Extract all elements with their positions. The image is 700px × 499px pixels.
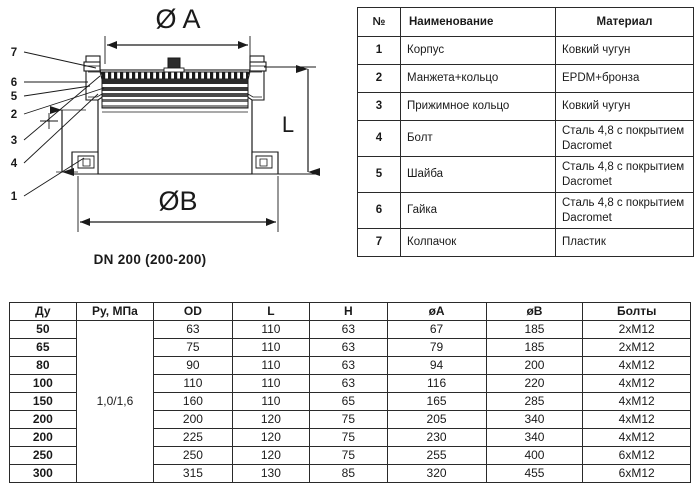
part-name: Манжета+кольцо — [401, 65, 556, 93]
dim-cell-da: 79 — [387, 339, 486, 357]
dim-cell-h: 75 — [310, 411, 387, 429]
part-name: Прижимное кольцо — [401, 93, 556, 121]
dim-cell-od: 160 — [154, 393, 233, 411]
dim-cell-dy: 80 — [10, 357, 77, 375]
callout-6: 6 — [10, 77, 18, 89]
dim-cell-l: 120 — [232, 447, 309, 465]
dim-cell-h: 75 — [310, 429, 387, 447]
part-name: Колпачок — [401, 229, 556, 257]
dim-cell-bolts: 4хМ12 — [583, 393, 691, 411]
dim-cell-od: 90 — [154, 357, 233, 375]
dim-cell-l: 110 — [232, 321, 309, 339]
dim-cell-dy: 150 — [10, 393, 77, 411]
dimensions-table — [9, 302, 691, 483]
dimensions-header-row — [10, 303, 691, 321]
dim-header-bolts: Болты — [583, 303, 691, 321]
dim-cell-l: 120 — [232, 411, 309, 429]
table-row — [358, 93, 694, 121]
dim-cell-da: 320 — [387, 465, 486, 483]
dim-b-label: ØB — [158, 186, 198, 216]
callout-3: 3 — [10, 135, 18, 147]
callout-5: 5 — [10, 91, 18, 103]
dim-a-label: Ø A — [155, 4, 201, 34]
parts-table-header-row — [358, 8, 694, 37]
part-name: Болт — [401, 121, 556, 157]
dim-cell-db: 220 — [486, 375, 583, 393]
dim-cell-db: 200 — [486, 357, 583, 375]
part-number: 5 — [358, 157, 401, 193]
part-number: 3 — [358, 93, 401, 121]
part-number: 4 — [358, 121, 401, 157]
dim-cell-dy: 65 — [10, 339, 77, 357]
part-material: Сталь 4,8 с покрытием Dacromet — [556, 193, 694, 229]
dim-header-da: øA — [387, 303, 486, 321]
dim-cell-dy: 250 — [10, 447, 77, 465]
dim-cell-db: 340 — [486, 429, 583, 447]
assembly-cross-section-drawing — [0, 0, 348, 282]
dim-header-py: Ру, МПа — [76, 303, 153, 321]
dim-header-db: øB — [486, 303, 583, 321]
callout-2: 2 — [10, 109, 18, 121]
part-number: 6 — [358, 193, 401, 229]
table-row — [10, 321, 691, 339]
table-row — [358, 193, 694, 229]
part-name: Шайба — [401, 157, 556, 193]
dim-header-l: L — [232, 303, 309, 321]
part-name: Гайка — [401, 193, 556, 229]
dim-cell-da: 205 — [387, 411, 486, 429]
dim-cell-bolts: 4хМ12 — [583, 429, 691, 447]
dim-cell-l: 120 — [232, 429, 309, 447]
dim-cell-dy: 200 — [10, 429, 77, 447]
dim-cell-bolts: 6хМ12 — [583, 465, 691, 483]
callout-7: 7 — [10, 47, 18, 59]
dim-l-label: L — [281, 112, 295, 137]
part-name: Корпус — [401, 37, 556, 65]
part-material: Сталь 4,8 с покрытием Dacromet — [556, 157, 694, 193]
dim-cell-h: 85 — [310, 465, 387, 483]
part-material: Пластик — [556, 229, 694, 257]
parts-header-material: Материал — [556, 8, 694, 37]
dim-cell-dy: 200 — [10, 411, 77, 429]
dim-cell-db: 400 — [486, 447, 583, 465]
dim-cell-da: 94 — [387, 357, 486, 375]
dim-cell-od: 110 — [154, 375, 233, 393]
callout-4: 4 — [10, 158, 18, 170]
dim-cell-da: 116 — [387, 375, 486, 393]
dim-cell-db: 285 — [486, 393, 583, 411]
dim-cell-da: 230 — [387, 429, 486, 447]
parts-header-name: Наименование — [401, 8, 556, 37]
dim-cell-l: 110 — [232, 339, 309, 357]
drawing-caption: DN 200 (200-200) — [93, 252, 207, 267]
dim-cell-l: 130 — [232, 465, 309, 483]
part-material: Ковкий чугун — [556, 37, 694, 65]
dim-cell-od: 200 — [154, 411, 233, 429]
dim-cell-h: 63 — [310, 357, 387, 375]
dim-cell-bolts: 4хМ12 — [583, 357, 691, 375]
dim-cell-da: 165 — [387, 393, 486, 411]
table-row — [358, 121, 694, 157]
table-row — [358, 65, 694, 93]
table-row — [358, 157, 694, 193]
dim-cell-l: 110 — [232, 393, 309, 411]
dim-cell-dy: 300 — [10, 465, 77, 483]
table-row — [358, 229, 694, 257]
dim-cell-od: 315 — [154, 465, 233, 483]
dim-cell-db: 185 — [486, 339, 583, 357]
dim-header-h: H — [310, 303, 387, 321]
dim-cell-l: 110 — [232, 375, 309, 393]
dim-cell-bolts: 2хМ12 — [583, 321, 691, 339]
part-number: 1 — [358, 37, 401, 65]
part-number: 2 — [358, 65, 401, 93]
parts-header-number: № — [358, 8, 401, 37]
dim-cell-pressure: 1,0/1,6 — [76, 321, 153, 483]
dim-cell-bolts: 4хМ12 — [583, 411, 691, 429]
dim-cell-h: 63 — [310, 339, 387, 357]
dim-cell-da: 255 — [387, 447, 486, 465]
dim-cell-h: 65 — [310, 393, 387, 411]
dim-cell-da: 67 — [387, 321, 486, 339]
dim-cell-h: 63 — [310, 321, 387, 339]
dim-cell-dy: 100 — [10, 375, 77, 393]
dim-cell-dy: 50 — [10, 321, 77, 339]
table-row — [358, 37, 694, 65]
dim-cell-bolts: 2хМ12 — [583, 339, 691, 357]
part-material: Сталь 4,8 с покрытием Dacromet — [556, 121, 694, 157]
dim-cell-od: 75 — [154, 339, 233, 357]
dim-cell-h: 63 — [310, 375, 387, 393]
part-material: EPDM+бронза — [556, 65, 694, 93]
part-number: 7 — [358, 229, 401, 257]
dim-header-dy: Ду — [10, 303, 77, 321]
dim-cell-l: 110 — [232, 357, 309, 375]
dim-cell-bolts: 6хМ12 — [583, 447, 691, 465]
dim-cell-h: 75 — [310, 447, 387, 465]
dim-cell-od: 250 — [154, 447, 233, 465]
dim-cell-db: 340 — [486, 411, 583, 429]
dim-cell-bolts: 4хМ12 — [583, 375, 691, 393]
parts-list-table — [357, 7, 694, 257]
dim-cell-od: 225 — [154, 429, 233, 447]
dim-cell-db: 185 — [486, 321, 583, 339]
dim-cell-od: 63 — [154, 321, 233, 339]
part-material: Ковкий чугун — [556, 93, 694, 121]
dim-cell-db: 455 — [486, 465, 583, 483]
dim-header-od: OD — [154, 303, 233, 321]
callout-1: 1 — [10, 191, 18, 203]
